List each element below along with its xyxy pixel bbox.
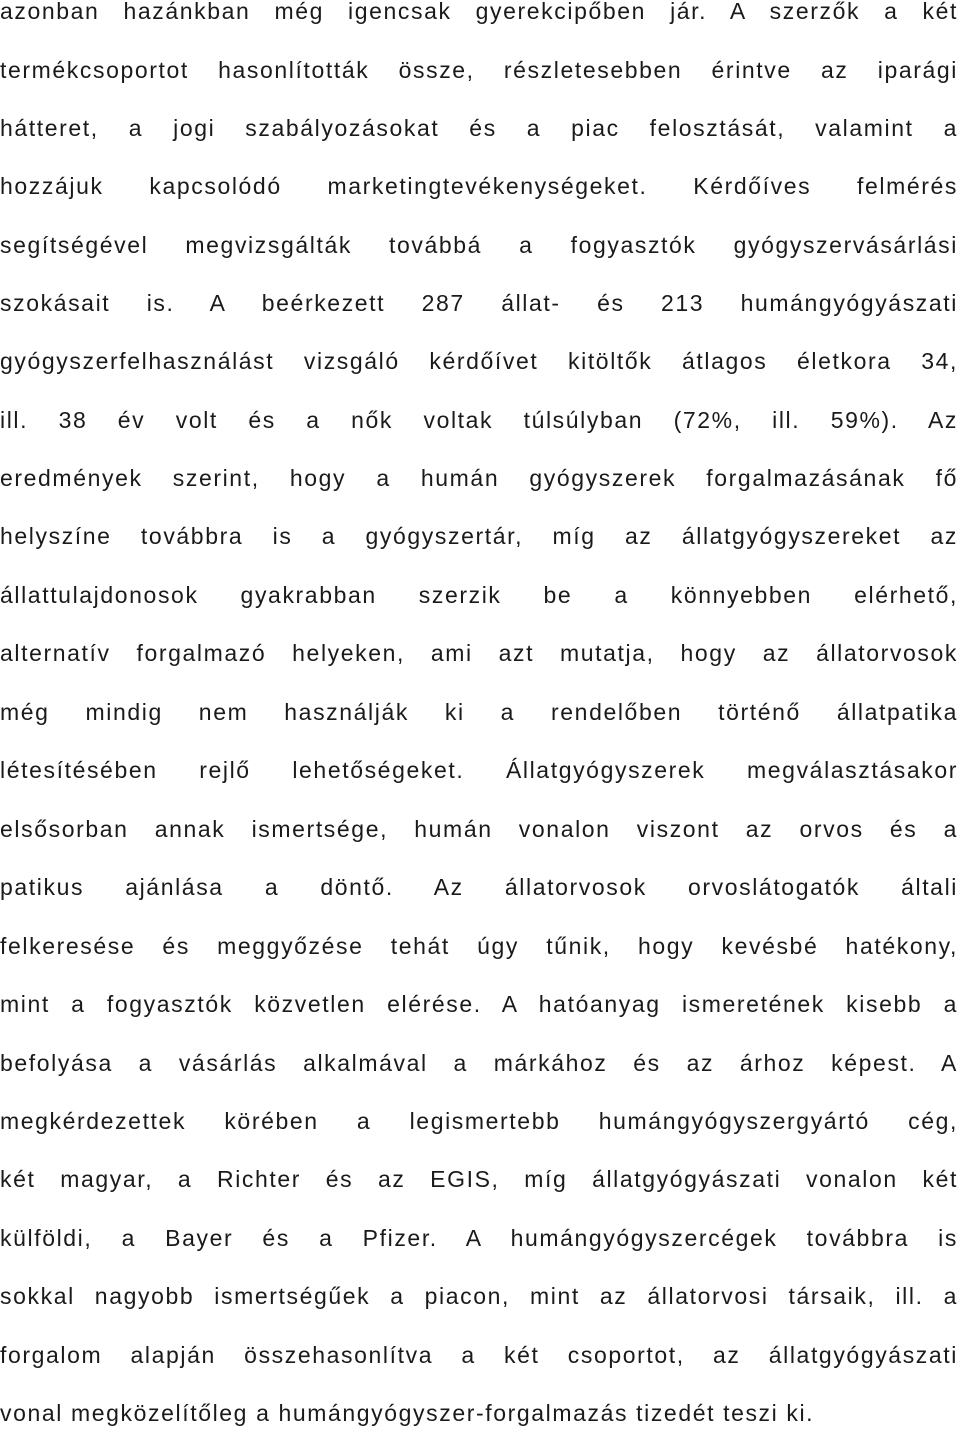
text-line: segítségével megvizsgálták továbbá a fogyasztók gyógyszervásárlási bbox=[0, 232, 958, 258]
text-line: hátteret, a jogi szabályozásokat és a piac felosztását, valamint a bbox=[0, 115, 958, 141]
text-line: termékcsoportot hasonlították össze, részletesebben érintve az iparági bbox=[0, 57, 958, 83]
text-line: helyszíne továbbra is a gyógyszertár, míg az állatgyógyszereket az bbox=[0, 523, 958, 549]
text-line: hozzájuk kapcsolódó marketingtevékenységeket. Kérdőíves felmérés bbox=[0, 173, 958, 199]
text-line: mint a fogyasztók közvetlen elérése. A hatóanyag ismeretének kisebb a bbox=[0, 991, 958, 1017]
text-line: forgalom alapján összehasonlítva a két csoportot, az állatgyógyászati bbox=[0, 1342, 958, 1368]
text-line: befolyása a vásárlás alkalmával a márkához és az árhoz képest. A bbox=[0, 1050, 958, 1076]
text-line: állattulajdonosok gyakrabban szerzik be a könnyebben elérhető, bbox=[0, 582, 958, 608]
text-line: vonal megközelítőleg a humángyógyszer-forgalmazás tizedét teszi ki. bbox=[0, 1400, 815, 1426]
text-line: eredmények szerint, hogy a humán gyógyszerek forgalmazásának fő bbox=[0, 465, 958, 491]
text-line: sokkal nagyobb ismertségűek a piacon, mint az állatorvosi társaik, ill. a bbox=[0, 1283, 958, 1309]
text-line: külföldi, a Bayer és a Pfizer. A humángyógyszercégek továbbra is bbox=[0, 1225, 958, 1251]
text-line: megkérdezettek körében a legismertebb humángyógyszergyártó cég, bbox=[0, 1108, 958, 1134]
text-line: létesítésében rejlő lehetőségeket. Állatgyógyszerek megválasztásakor bbox=[0, 757, 958, 783]
text-line: még mindig nem használják ki a rendelőben történő állatpatika bbox=[0, 699, 958, 725]
text-line: patikus ajánlása a döntő. Az állatorvosok orvoslátogatók általi bbox=[0, 874, 958, 900]
text-line: ill. 38 év volt és a nők voltak túlsúlyban (72%, ill. 59%). Az bbox=[0, 407, 958, 433]
text-line: gyógyszerfelhasználást vizsgáló kérdőívet kitöltők átlagos életkora 34, bbox=[0, 348, 958, 374]
text-line: azonban hazánkban még igencsak gyerekcipőben jár. A szerzők a két bbox=[0, 0, 958, 24]
text-line: alternatív forgalmazó helyeken, ami azt mutatja, hogy az állatorvosok bbox=[0, 640, 958, 666]
text-line: két magyar, a Richter és az EGIS, míg állatgyógyászati vonalon két bbox=[0, 1166, 958, 1192]
text-line: elsősorban annak ismertsége, humán vonalon viszont az orvos és a bbox=[0, 816, 958, 842]
text-line: szokásait is. A beérkezett 287 állat- és 213 humángyógyászati bbox=[0, 290, 958, 316]
text-line: felkeresése és meggyőzése tehát úgy tűnik, hogy kevésbé hatékony, bbox=[0, 933, 958, 959]
